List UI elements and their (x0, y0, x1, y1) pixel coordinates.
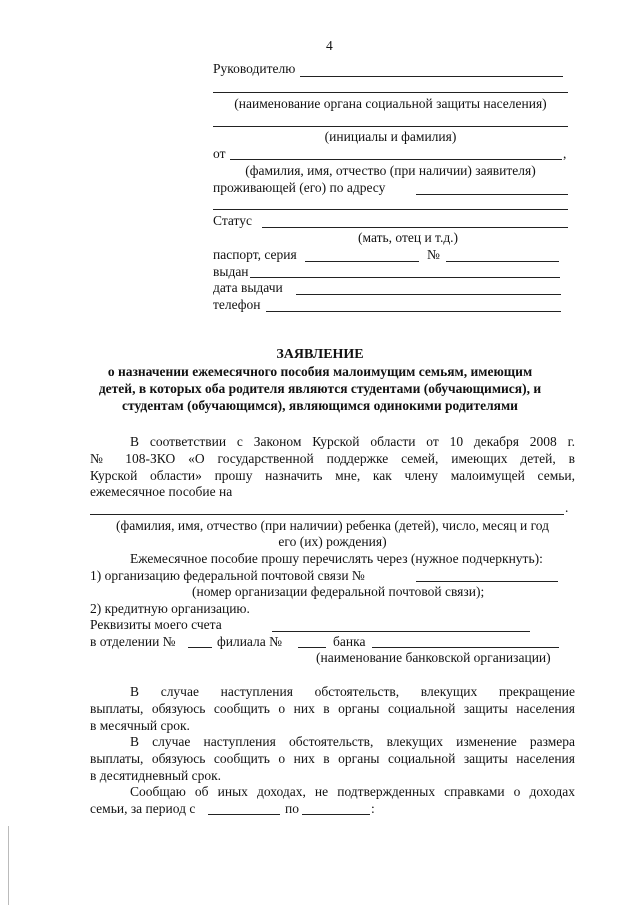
scan-edge (8, 826, 9, 905)
p1-line-4: ежемесячное пособие на (90, 484, 233, 499)
branch-prefix: в отделении № (90, 634, 176, 649)
from-label: от (213, 146, 226, 161)
p3-line-2: выплаты, обязуюсь сообщить о них в органы социальной защиты населения (90, 751, 575, 766)
branch-number-line[interactable] (188, 647, 212, 648)
status-caption: (мать, отец и т.д.) (358, 230, 459, 245)
phone-line[interactable] (266, 311, 561, 312)
p1-line-1: В соответствии с Законом Курской области от 10 декабря 2008 г. (130, 434, 575, 449)
p3-line-1: В случае наступления обстоятельств, влекущих изменение размера (130, 734, 575, 749)
status-line[interactable] (262, 227, 568, 228)
p3-line-3: в десятидневный срок. (90, 768, 222, 783)
p4-colon: : (371, 801, 375, 816)
branch-filial-label: филиала № (217, 634, 283, 649)
initials-line[interactable] (213, 126, 568, 127)
passport-label: паспорт, серия (213, 247, 297, 262)
phone-label: телефон (213, 297, 261, 312)
passport-series-line[interactable] (305, 261, 419, 262)
number-label: № (427, 247, 440, 262)
option-credit-org[interactable]: 2) кредитную организацию. (90, 601, 250, 616)
period-from-line[interactable] (208, 814, 280, 815)
child-info-period: . (565, 500, 569, 515)
subtitle-line-1: о назначении ежемесячного пособия малоимущим семьям, имеющим (107, 364, 533, 379)
account-line[interactable] (272, 631, 530, 632)
issue-date-label: дата выдачи (213, 280, 283, 295)
address-line-1[interactable] (416, 194, 568, 195)
bank-caption: (наименование банковской организации) (316, 650, 551, 665)
postal-number-line[interactable] (416, 581, 558, 582)
transfer-intro: Ежемесячное пособие прошу перечислять через (нужное подчеркнуть): (130, 551, 543, 566)
address-label: проживающей (его) по адресу (213, 180, 386, 195)
document-heading: ЗАЯВЛЕНИЕ (276, 347, 364, 362)
subtitle-line-3: студентам (обучающимся), являющимся одинокими родителями (122, 398, 518, 413)
applicant-line[interactable] (230, 159, 562, 160)
from-comma: , (563, 146, 567, 161)
p4-line-1: Сообщаю об иных доходах, не подтвержденных справками о доходах (130, 784, 575, 799)
initials-caption: (инициалы и фамилия) (324, 129, 457, 144)
p1-line-2: № 108-ЗКО «О государственной поддержке семей, имеющих детей, в (90, 451, 575, 466)
address-line-2[interactable] (213, 209, 568, 210)
issued-line[interactable] (250, 277, 560, 278)
p2-line-1: В случае наступления обстоятельств, влекущих прекращение (130, 684, 575, 699)
passport-number-line[interactable] (446, 261, 559, 262)
to-head-label: Руководителю (213, 61, 296, 76)
p4-period-from-label: семьи, за период с (90, 801, 196, 816)
p2-line-3: в месячный срок. (90, 718, 190, 733)
issue-date-line[interactable] (296, 294, 561, 295)
issued-label: выдан (213, 264, 249, 279)
bank-name-line[interactable] (372, 647, 559, 648)
child-caption-line-2: его (их) рождения) (278, 534, 387, 549)
filial-number-line[interactable] (298, 647, 326, 648)
p4-period-to-label: по (285, 801, 299, 816)
p1-line-3: Курской области» прошу назначить мне, как члену малоимущей семьи, (90, 468, 575, 483)
account-label: Реквизиты моего счета (90, 617, 222, 632)
period-to-line[interactable] (302, 814, 370, 815)
authority-caption: (наименование органа социальной защиты населения) (234, 96, 547, 111)
head-name-line[interactable] (300, 76, 563, 77)
p2-line-2: выплаты, обязуюсь сообщить о них в органы социальной защиты населения (90, 701, 575, 716)
authority-line[interactable] (213, 92, 568, 93)
child-info-line[interactable] (90, 514, 564, 515)
status-label: Статус (213, 213, 252, 228)
page-number: 4 (326, 38, 333, 53)
option-postal[interactable]: 1) организацию федеральной почтовой связи № (90, 568, 365, 583)
postal-caption: (номер организации федеральной почтовой связи); (192, 584, 485, 599)
subtitle-line-2: детей, в которых оба родителя являются студентами (обучающимися), и (98, 381, 542, 396)
bank-label: банка (333, 634, 366, 649)
applicant-caption: (фамилия, имя, отчество (при наличии) заявителя) (245, 163, 536, 178)
child-caption-line-1: (фамилия, имя, отчество (при наличии) ребенка (детей), число, месяц и год (115, 518, 550, 533)
